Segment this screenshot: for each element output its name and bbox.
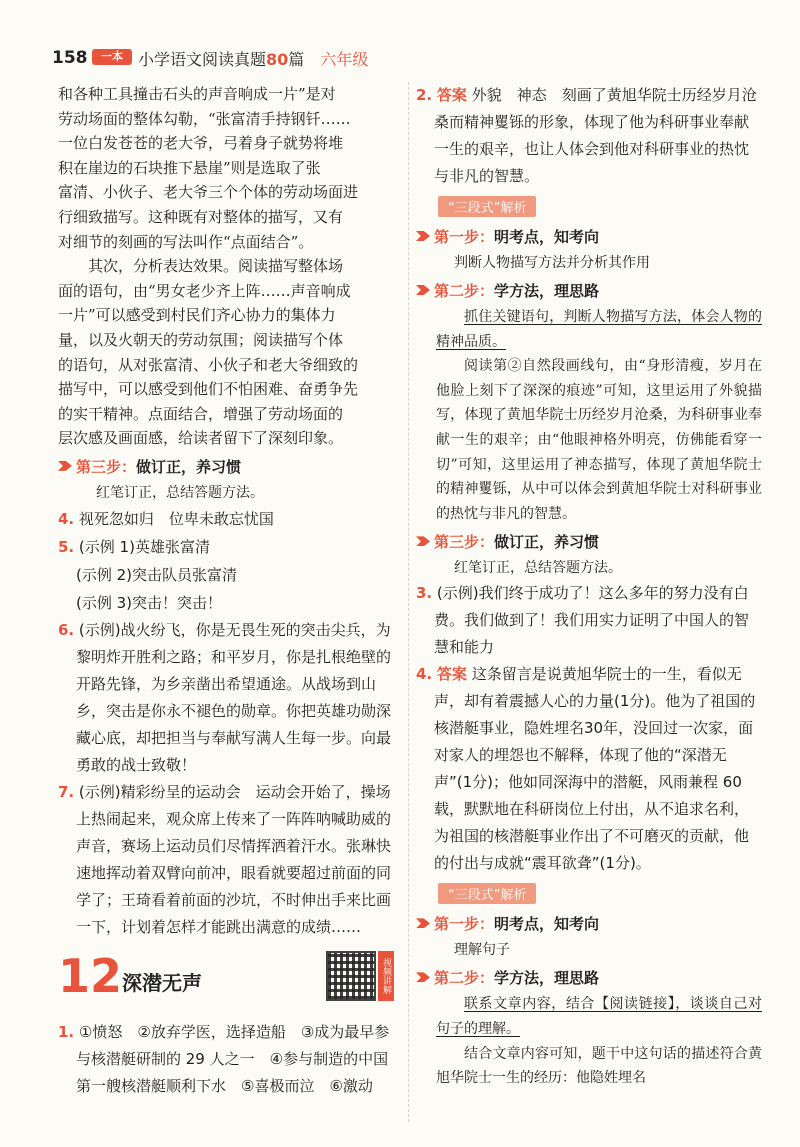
step3-text: 红笔订正，总结答题方法。: [96, 484, 264, 501]
answer-5: 5. (示例 1)英雄张富清 (示例 2)突击队员张富清 (示例 3)突击！突击！: [58, 537, 238, 612]
page-header: [0, 0, 800, 70]
step2-paragraph: 阅读第②自然段画线句，由“身形清瘦，岁月在他脸上刻下了深深的痕迹”可知，这里运用了外貌描写，体现了黄旭华院士历经岁月沧桑，为科研事业奉献一生的艰辛；由“他眼神格外明亮，仿佛能看穿一切”可知，这里运用了神态描写，体现了黄旭华院士的精神矍铄，从中可以体会到黄旭华院士对科研事业的热忱与非凡的智慧。: [436, 358, 762, 522]
step2-text: 抓住关键语句，判断人物描写方法，体会人物的精神品质。: [436, 309, 762, 350]
lesson-heading: [58, 949, 400, 1019]
step1-text: 判断人物描写方法并分析其作用: [454, 255, 650, 271]
arrow-icon: [416, 536, 430, 546]
step2-heading-2: 第二步：学方法，理思路: [416, 964, 762, 992]
answer-1: 1. ①愤怒 ②放弃学医，选择造船 ③成为最早参与核潜艇研制的 29 人之一 ④参与制造的中国第一艘核潜艇顺利下水 ⑤喜极而泣 ⑥激动: [58, 1022, 390, 1095]
step3-text-right: 红笔订正，总结答题方法。: [454, 560, 622, 577]
answer-3: 3. (示例)我们终于成功了！这么多年的努力没有白费。我们做到了！我们用实力证明了中国人的智慧和能力: [416, 584, 750, 657]
step3-heading-right: 第三步：做订正，养习惯: [416, 528, 762, 556]
arrow-icon: [416, 231, 430, 241]
arrow-icon: [416, 918, 430, 928]
step3-heading: 第三步：做订正，养习惯: [58, 453, 400, 481]
step1-heading: 第一步：明考点，知考向: [416, 223, 762, 251]
analysis-tag: “三段式”解析: [438, 196, 536, 217]
analysis-paragraph: 其次，分析表达效果。阅读描写整体场 面的语句，由“男女老少齐上阵……声音响成 一片”可以感受到村民们齐心协力的集体力 量，以及火朝天的劳动氛围；阅读描写个体 的语句，从对张富清、小伙子和老大爷细致的 描写中，可以感受到他们不怕困难、奋勇争先 的实干精神。点面结合，增强了劳动场面的 层次感及画面感，给读者留下了深刻印象。: [58, 257, 359, 448]
right-column: [416, 82, 762, 1091]
answer-4-right: 4. 答案 这条留言是说黄旭华院士的一生，看似无声，却有着震撼人心的力量(1分)。他为了祖国的核潜艇事业，隐姓埋名30年，没回过一次家，面对家人的埋怨也不解释，体现了他的“深潜无声”(1分)；他如同深海中的潜艇，风雨兼程 60 载，默默地在科研岗位上付出，从不追求名利，为祖国的核潜艇事业作出了不可磨灭的贡献，他的付出与成就“震耳欲聋”(1分)。: [416, 665, 756, 873]
arrow-icon: [416, 285, 430, 295]
answer-4: 4. 视死忽如归 位卑未敢忘忧国: [58, 509, 274, 528]
continued-paragraph: 和各种工具撞击石头的声音响成一片”是对 劳动场面的整体勾勒，“张富清手持钢钎…… 一位白发苍苍的老大爷，弓着身子就势将堆 积在崖边的石块推下悬崖”则是选取了张 富清、小伙子、老大爷三个个体的劳动场面进 行细致描写。这种既有对整体的描写，又有 对细节的刻画的写法叫作“点面结合”。: [58, 85, 359, 251]
answer-7: 7. (示例)精彩纷呈的运动会 运动会开始了，操场上热闹起来，观众席上传来了一阵阵呐喊助威的声音，赛场上运动员们尽情挥洒着汗水。张琳快速地挥动着双臂向前冲，眼看就要超过前面的同学了；王琦看着前面的沙坑，不时伸出手来比画一下，计划着怎样才能跳出满意的成绩……: [58, 782, 392, 936]
qr-code-icon[interactable]: [326, 951, 376, 1001]
answer-2: 2. 答案 外貌 神态 刻画了黄旭华院士历经岁月沧桑而精神矍铄的形象，体现了他为科研事业奉献一生的艰辛，也让人体会到他对科研事业的热忱与非凡的智慧。: [416, 86, 757, 185]
lesson-title: 深潜无声: [122, 970, 202, 995]
arrow-icon: [58, 461, 72, 471]
step1-heading-2: 第一步：明考点，知考向: [416, 910, 762, 938]
qr-video-label: 视频讲解: [378, 951, 394, 1001]
lesson-number: 12: [58, 948, 123, 1003]
step2-paragraph-2: 结合文章内容可知，题干中这句话的描述符合黄旭华院士一生的经历：他隐姓埋名: [436, 1045, 762, 1087]
step2-heading: 第二步：学方法，理思路: [416, 277, 762, 305]
step1-text-2: 理解句子: [454, 942, 510, 959]
column-divider: [408, 82, 409, 1122]
series-title: 小学语文阅读真题80篇 六年级: [138, 50, 369, 69]
arrow-icon: [416, 972, 430, 982]
brand-logo: 一本: [92, 49, 132, 65]
step2-text-2: 联系文章内容，结合【阅读链接】，谈谈自己对句子的理解。: [436, 996, 762, 1037]
answer-6: 6. (示例)战火纷飞，你是无畏生死的突击尖兵，为黎明炸开胜利之路；和平岁月，你是扎根绝壁的开路先锋，为乡亲凿出希望通途。从战场到山乡，突击是你永不褪色的勋章。你把英雄功勋深藏心底，却把担当与奉献写满人生每一步。向最勇敢的战士致敬！: [58, 620, 392, 774]
analysis-tag-2: “三段式”解析: [438, 883, 536, 904]
page-number: 158: [52, 48, 88, 68]
left-column: [58, 82, 400, 1100]
